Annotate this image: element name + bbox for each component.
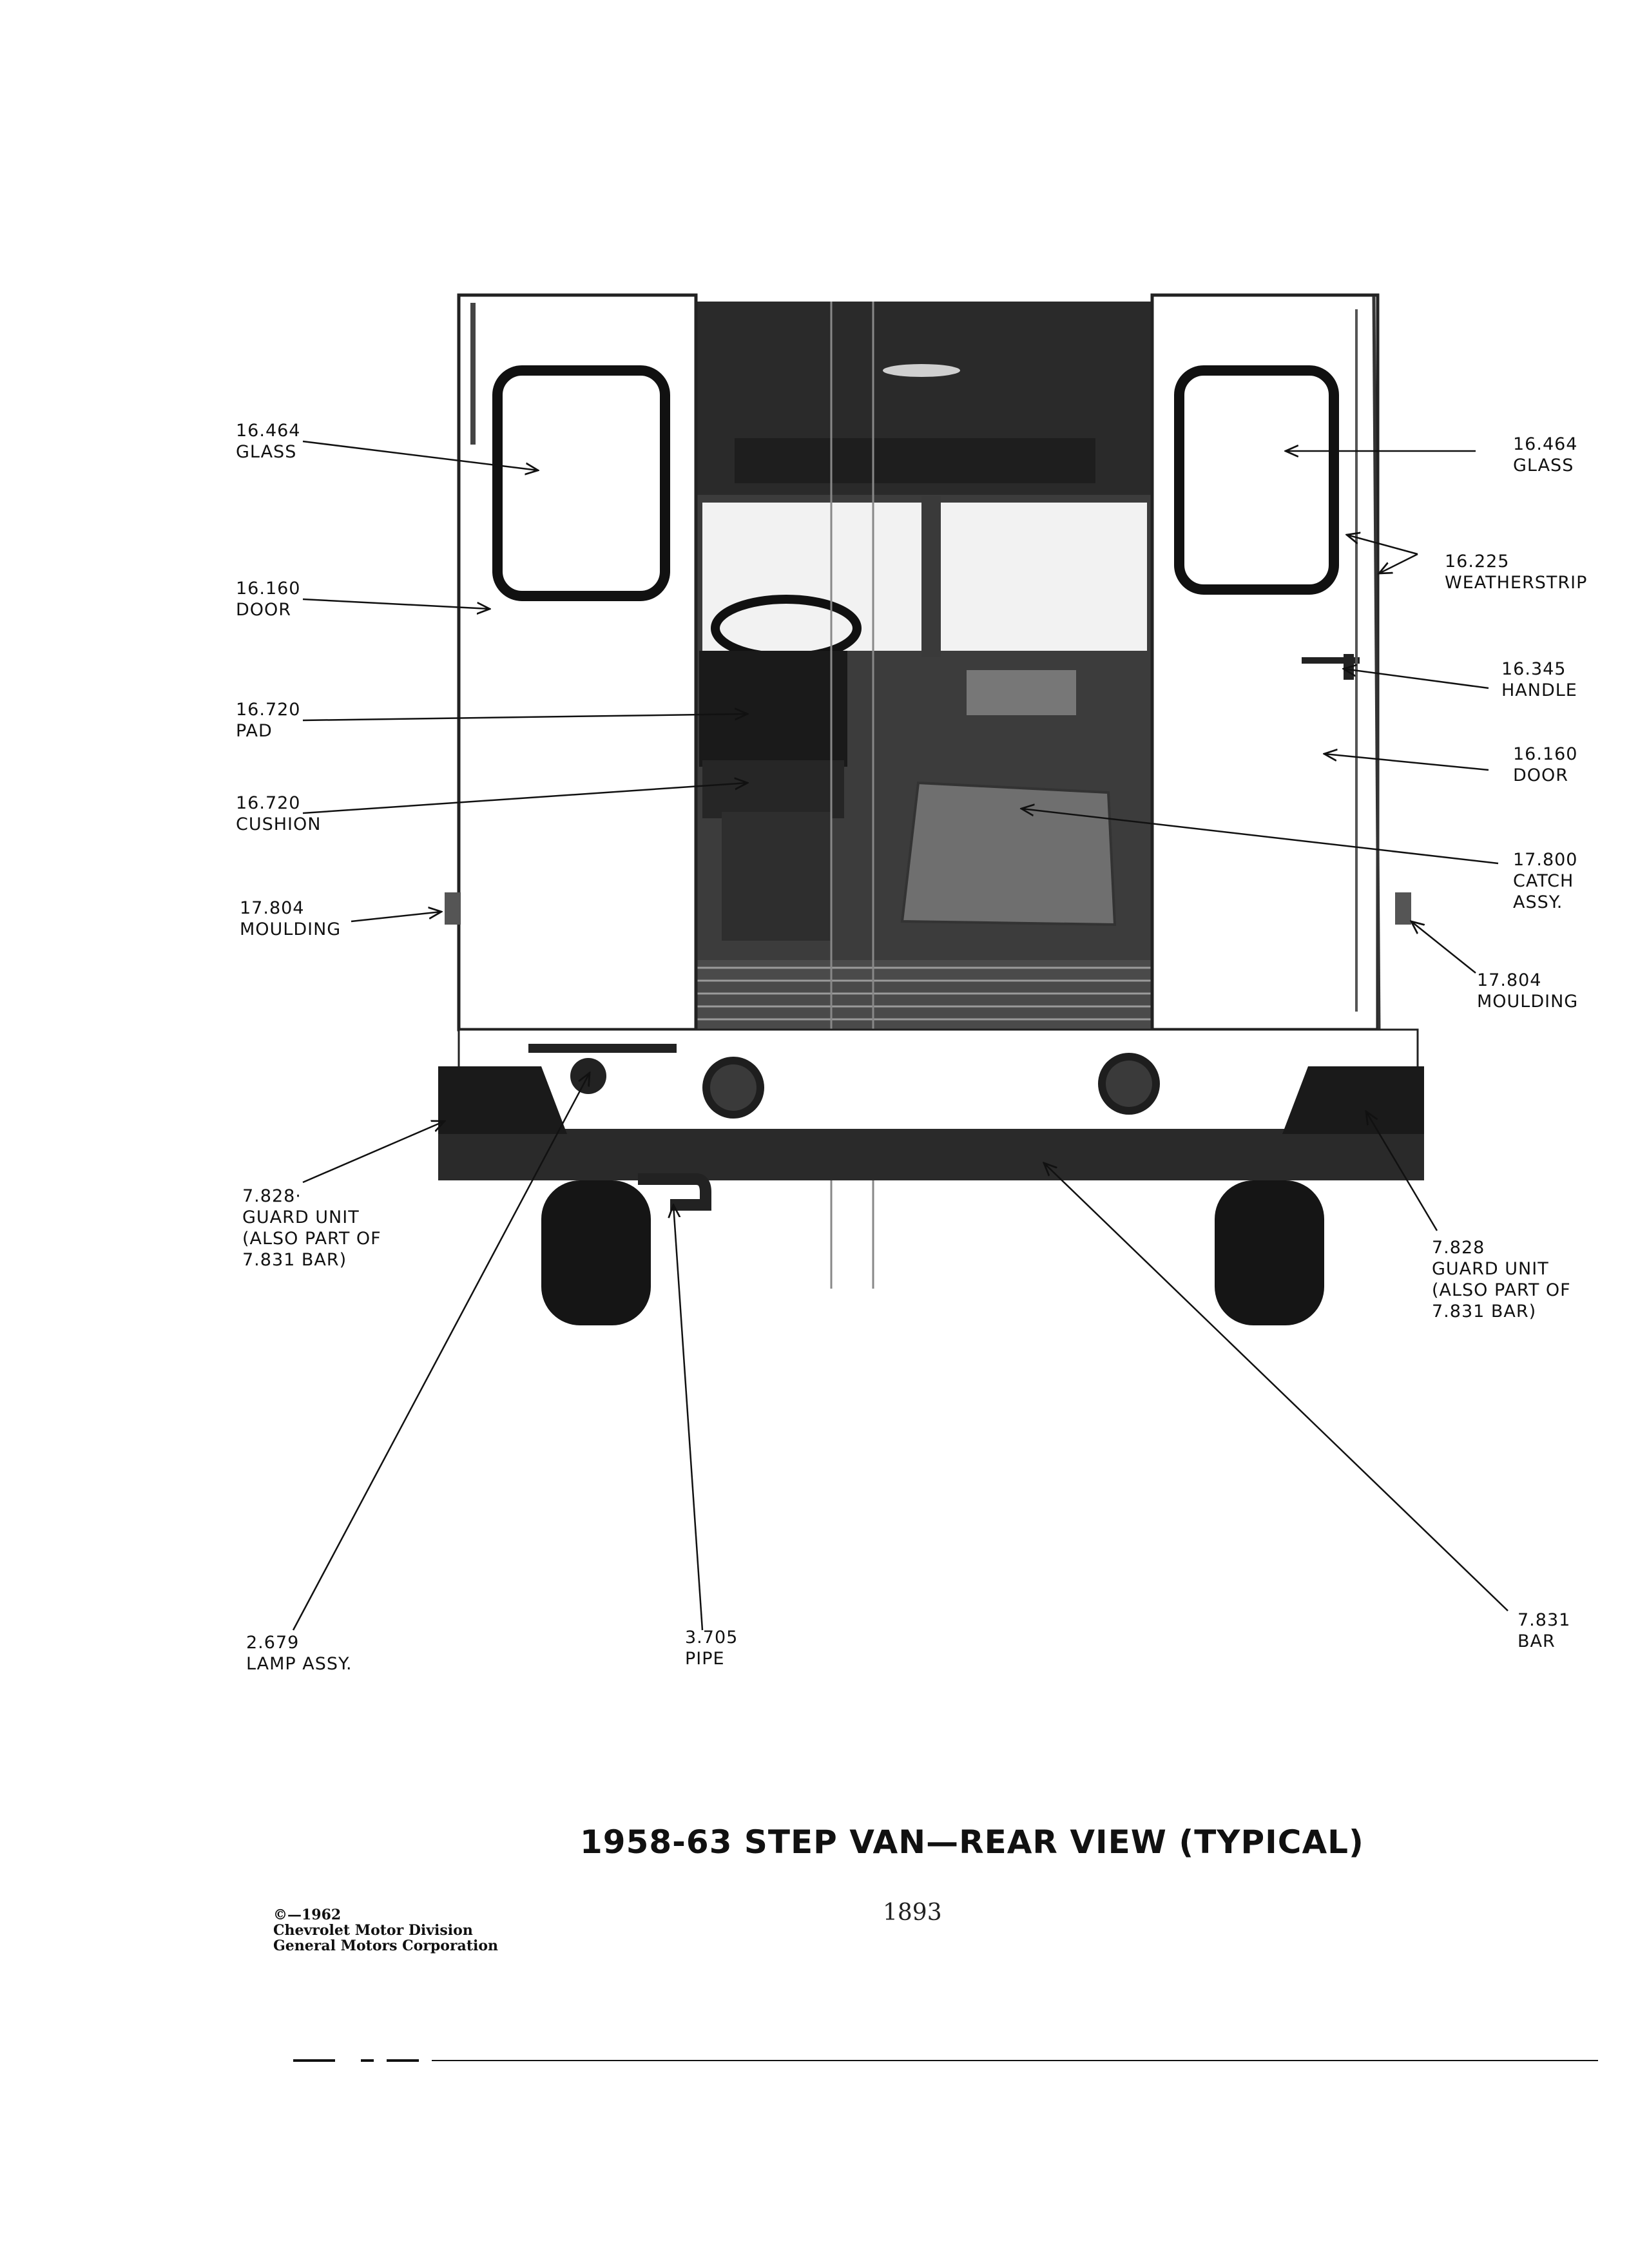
callout-text: LAMP ASSY. [246,1654,352,1674]
callout-number: 7.828· [242,1186,302,1206]
seat-cushion [702,760,844,818]
callout-door-left [236,578,300,620]
callout-text: PAD [236,721,273,741]
right-door-glass [1179,370,1334,590]
copyright-notice [273,1907,498,1954]
callout-number: 16.345 [1501,659,1566,679]
callout-text: ASSY. [1513,892,1563,912]
callout-text: DOOR [1513,765,1569,785]
callout-text: MOULDING [1477,992,1579,1012]
figure-title: 1958-63 STEP VAN—REAR VIEW (TYPICAL) [580,1823,1364,1861]
callout-number: 16.464 [236,421,301,441]
callout-glass-left [236,420,300,463]
copyright-corporation: General Motors Corporation [273,1937,499,1954]
callout-number: 17.804 [240,898,305,918]
bumper-bar [438,1129,1424,1180]
callout-bar [1518,1610,1570,1652]
callout-text: GUARD UNIT [242,1207,360,1227]
seat-pad [699,651,847,767]
callout-lamp [246,1632,352,1675]
callout-text: CATCH [1513,871,1574,891]
callout-text: WEATHERSTRIP [1445,573,1588,593]
cargo-floor [695,960,1153,1031]
callout-pad [236,699,300,742]
callout-number: 16.160 [1513,744,1578,764]
right-wheel [1215,1180,1324,1325]
callout-cushion [236,793,321,835]
callout-text: MOULDING [240,919,342,939]
callout-weatherstrip [1445,551,1587,593]
left-door-glass [497,370,665,596]
page-number: 1893 [883,1899,942,1926]
callout-text: 7.831 BAR) [1432,1302,1537,1321]
callout-text: (ALSO PART OF [1432,1280,1571,1300]
callout-moulding-right [1477,970,1578,1012]
callout-text: 7.831 BAR) [242,1250,347,1270]
callout-number: 2.679 [246,1633,300,1653]
callout-catch [1513,849,1577,913]
van-body [438,295,1424,1325]
callout-text: GLASS [1513,456,1574,476]
callout-number: 7.831 [1518,1610,1571,1630]
exhaust-pipe [638,1179,706,1205]
left-wheel [541,1180,651,1325]
callout-number: 17.800 [1513,850,1578,870]
callout-glass-right [1513,434,1577,476]
callout-pipe [685,1627,738,1669]
callout-number: 17.804 [1477,970,1542,990]
catch-assembly [902,783,1115,925]
callout-number: 7.828 [1432,1238,1485,1258]
callout-text: HANDLE [1501,680,1577,700]
callout-text: GUARD UNIT [1432,1259,1549,1279]
callout-number: 16.160 [236,579,301,599]
windshield [702,503,921,651]
callout-text: BAR [1518,1631,1556,1651]
callout-handle [1501,658,1577,701]
callout-number: 3.705 [685,1628,738,1648]
callout-text: PIPE [685,1649,725,1669]
callout-guard-left [242,1186,381,1271]
left-moulding [445,892,461,925]
callout-text: DOOR [236,600,292,620]
callout-number: 16.720 [236,793,301,813]
callout-number: 16.464 [1513,434,1578,454]
callout-text: GLASS [236,442,297,462]
copyright-division: Chevrolet Motor Division [273,1922,473,1939]
callout-moulding-left [240,898,341,940]
copyright-year: ©—1962 [273,1907,342,1923]
callout-number: 16.225 [1445,552,1510,572]
callout-text: CUSHION [236,814,322,834]
callout-guard-right [1432,1237,1571,1322]
callout-number: 16.720 [236,700,301,720]
right-moulding [1395,892,1411,925]
callout-door-right [1513,744,1577,786]
callout-text: (ALSO PART OF [242,1229,381,1249]
